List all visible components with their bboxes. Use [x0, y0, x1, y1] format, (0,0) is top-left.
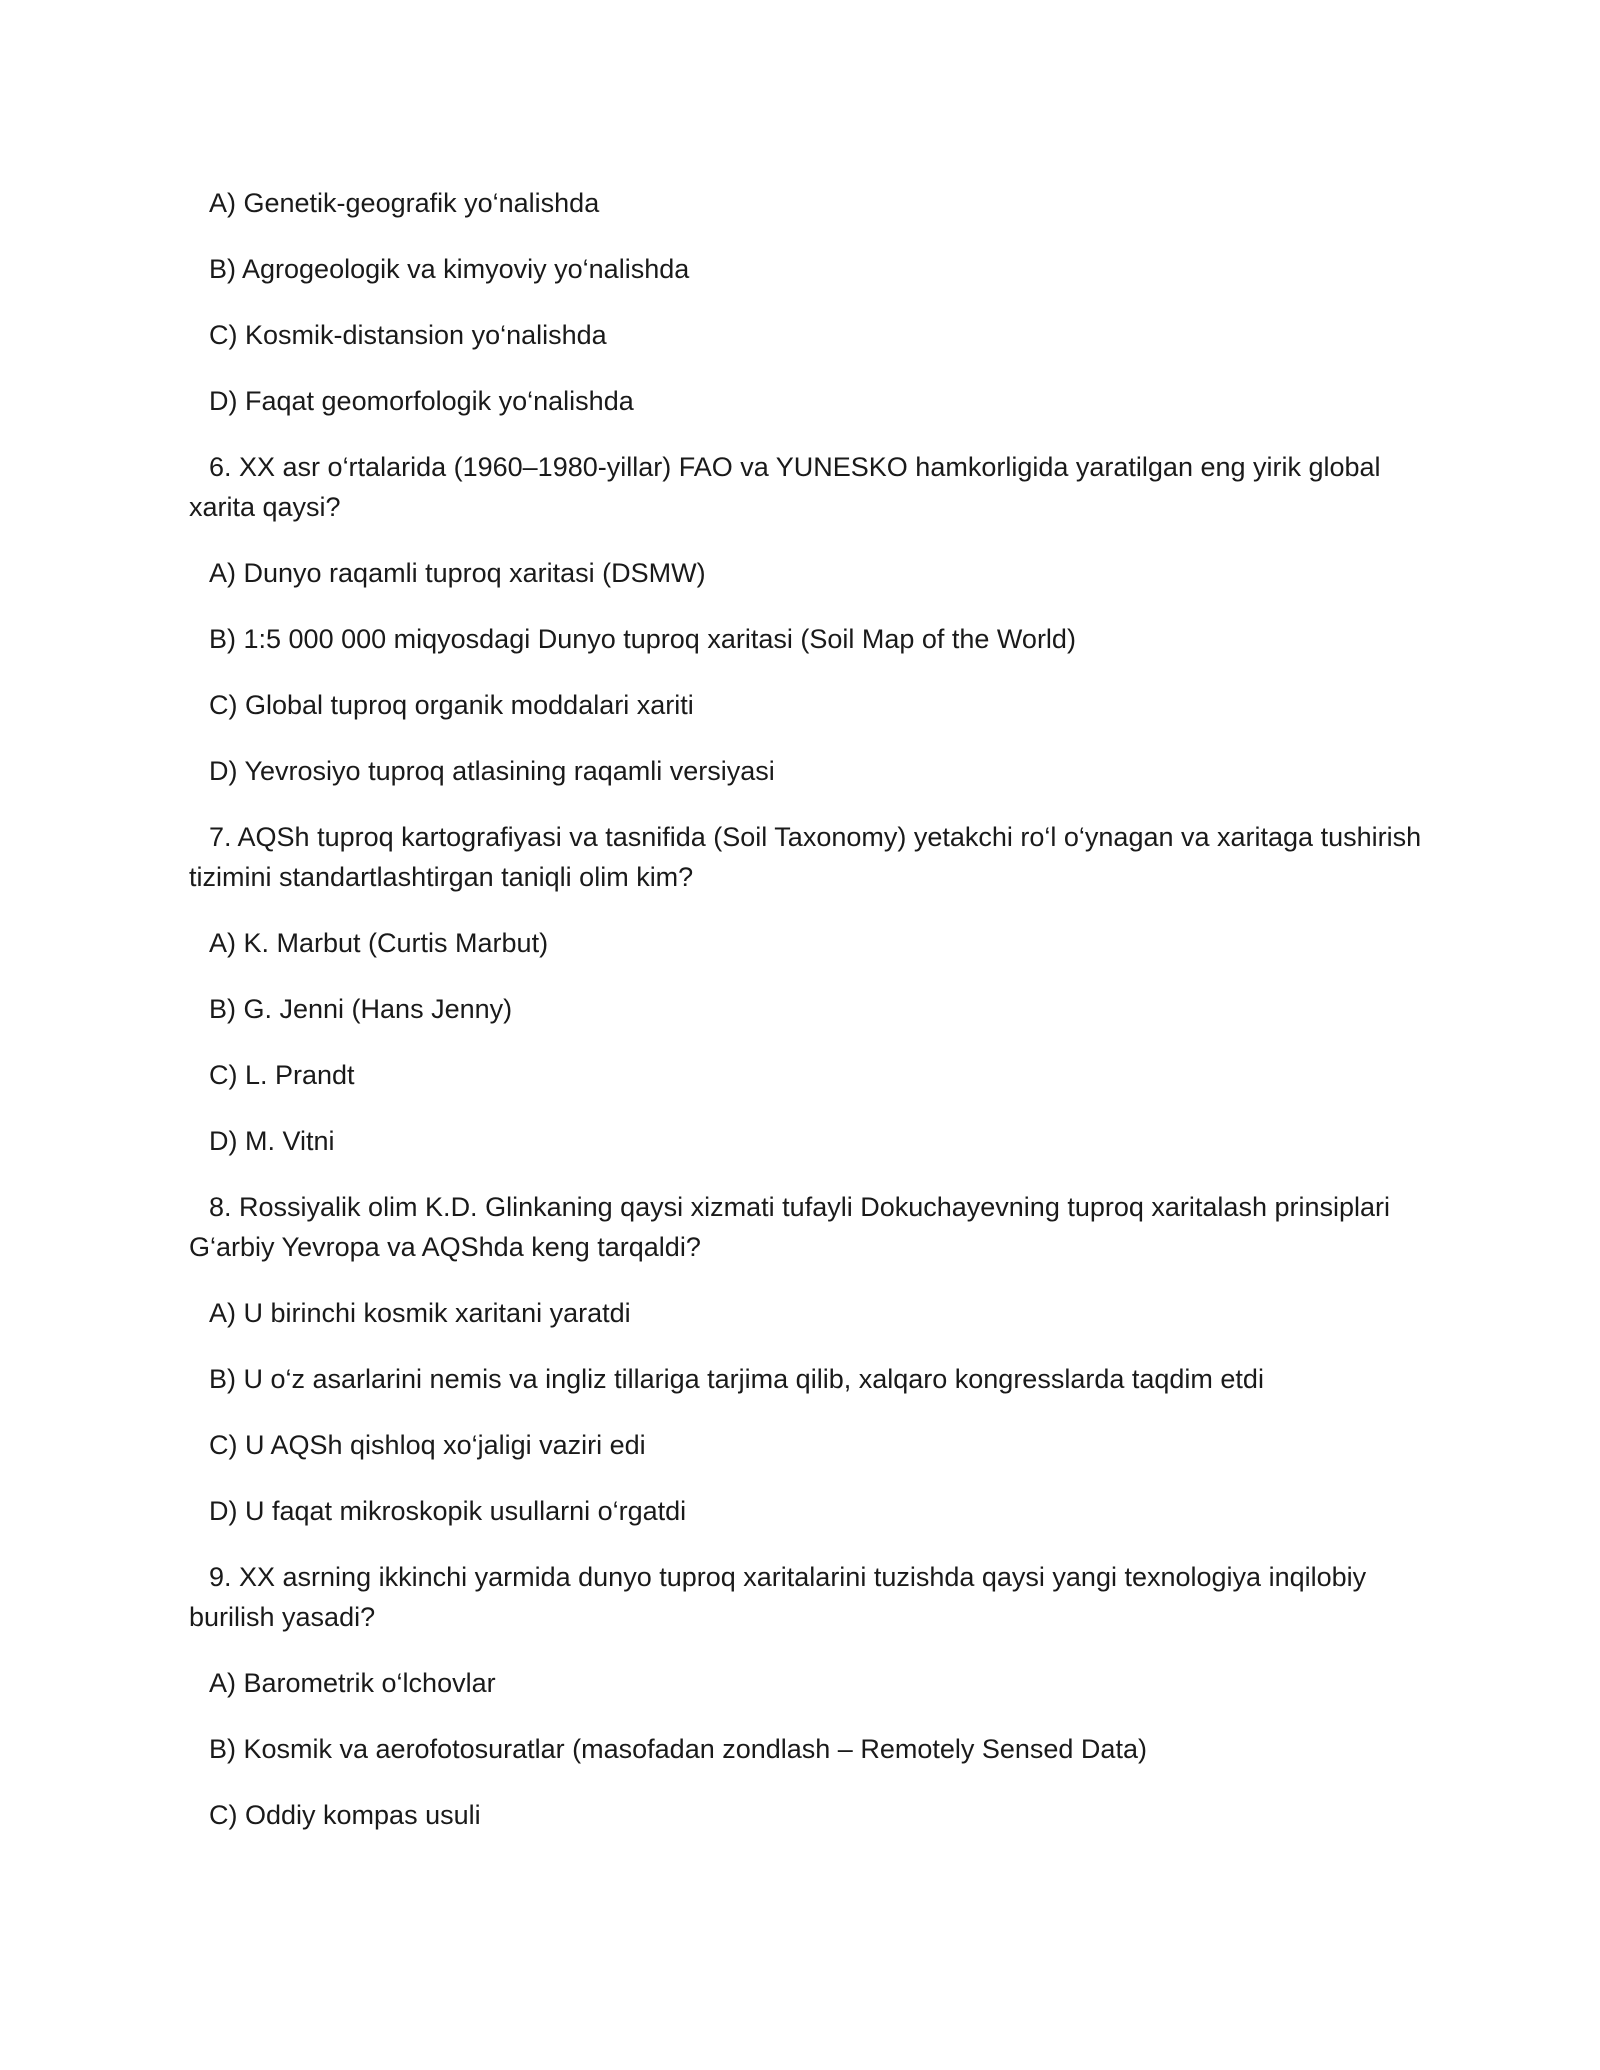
- option-7c: C) L. Prandt: [209, 1060, 355, 1090]
- option-6b: B) 1:5 000 000 miqyosdagi Dunyo tuproq xaritasi (Soil Map of the World): [209, 624, 1076, 654]
- question-6: 6. XX asr o‘rtalarida (1960–1980-yillar) FAO va YUNESKO hamkorligida yaratilgan eng yirik global xarita qaysi?: [189, 452, 1381, 522]
- option-9a: A) Barometrik o‘lchovlar: [209, 1668, 496, 1698]
- document-body: [189, 183, 1429, 1861]
- option-5c: C) Kosmik-distansion yo‘nalishda: [209, 320, 607, 350]
- option-8b: B) U o‘z asarlarini nemis va ingliz tillariga tarjima qilib, xalqaro kongresslarda taqdim etdi: [209, 1364, 1264, 1394]
- option-7d: D) M. Vitni: [209, 1126, 335, 1156]
- option-6d: D) Yevrosiyo tuproq atlasining raqamli versiyasi: [209, 756, 775, 786]
- option-9c: C) Oddiy kompas usuli: [209, 1800, 481, 1830]
- option-8d: D) U faqat mikroskopik usullarni o‘rgatdi: [209, 1496, 687, 1526]
- option-5b: B) Agrogeologik va kimyoviy yo‘nalishda: [209, 254, 690, 284]
- option-7b: B) G. Jenni (Hans Jenny): [209, 994, 513, 1024]
- option-9b: B) Kosmik va aerofotosuratlar (masofadan zondlash – Remotely Sensed Data): [209, 1734, 1147, 1764]
- option-6c: C) Global tuproq organik moddalari xariti: [209, 690, 694, 720]
- question-9: 9. XX asrning ikkinchi yarmida dunyo tuproq xaritalarini tuzishda qaysi yangi texnologiya inqilobiy burilish yasadi?: [189, 1562, 1367, 1632]
- option-8a: A) U birinchi kosmik xaritani yaratdi: [209, 1298, 631, 1328]
- option-7a: A) K. Marbut (Curtis Marbut): [209, 928, 549, 958]
- option-5a: A) Genetik-geografik yo‘nalishda: [209, 188, 600, 218]
- option-5d: D) Faqat geomorfologik yo‘nalishda: [209, 386, 634, 416]
- option-8c: C) U AQSh qishloq xo‘jaligi vaziri edi: [209, 1430, 646, 1460]
- question-8: 8. Rossiyalik olim K.D. Glinkaning qaysi xizmati tufayli Dokuchayevning tuproq xaritalash prinsiplari G‘arbiy Yevropa va AQShda keng tarqaldi?: [189, 1192, 1390, 1262]
- option-6a: A) Dunyo raqamli tuproq xaritasi (DSMW): [209, 558, 706, 588]
- question-7: 7. AQSh tuproq kartografiyasi va tasnifida (Soil Taxonomy) yetakchi ro‘l o‘ynagan va xaritaga tushirish tizimini standartlashtirgan taniqli olim kim?: [189, 822, 1422, 892]
